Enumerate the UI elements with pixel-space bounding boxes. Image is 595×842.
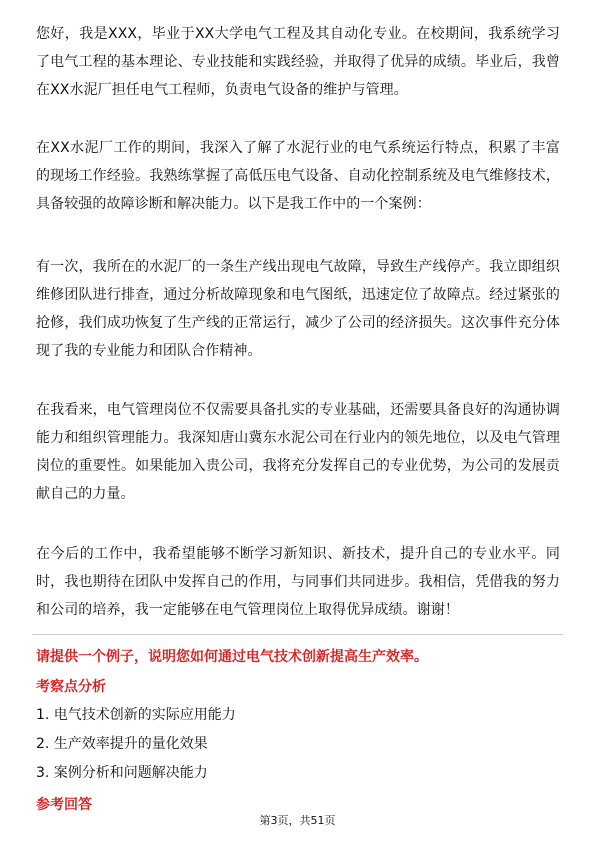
paragraph-case-example: 有一次，我所在的水泥厂的一条生产线出现电气故障，导致生产线停产。我立即组织维修团队进行排查，通过分析故障现象和电气图纸，迅速定位了故障点。经过紧张的抢修，我们成功恢复了生产线的正常运行，减少了公司的经济损失。这次事件充分体现了我的专业能力和团队合作精神。 [36,259,560,359]
paragraph-future-plans: 在今后的工作中，我希望能够不断学习新知识、新技术，提升自己的专业水平。同时，我也期待在团队中发挥自己的作用，与同事们共同进步。我相信，凭借我的努力和公司的培养，我一定能够在电气管理岗位上取得优异成绩。谢谢！ [36,546,560,618]
interview-question: 请提供一个例子，说明您如何通过电气技术创新提高生产效率。 [36,649,428,665]
analysis-point: 1. 电气技术创新的实际应用能力 [36,707,236,723]
analysis-point: 2. 生产效率提升的量化效果 [36,736,208,752]
paragraph-work-experience: 在XX水泥厂工作的期间，我深入了解了水泥行业的电气系统运行特点，积累了丰富的现场工作经验。我熟练掌握了高低压电气设备、自动化控制系统及电气维修技术，具备较强的故障诊断和解决能力。以下是我工作中的一个案例： [36,140,560,212]
reference-answer-heading: 参考回答 [36,797,92,813]
analysis-point: 3. 案例分析和问题解决能力 [36,765,208,781]
paragraph-introduction: 您好，我是XXX，毕业于XX大学电气工程及其自动化专业。在校期间，我系统学习了电气工程的基本理论、专业技能和实践经验，并取得了优异的成绩。毕业后，我曾在XX水泥厂担任电气工程师，负责电气设备的维护与管理。 [36,26,560,98]
section-divider [32,634,563,635]
paragraph-job-understanding: 在我看来，电气管理岗位不仅需要具备扎实的专业基础，还需要具备良好的沟通协调能力和组织管理能力。我深知唐山冀东水泥公司在行业内的领先地位，以及电气管理岗位的重要性。如果能加入贵公司，我将充分发挥自己的专业优势，为公司的发展贡献自己的力量。 [36,402,560,502]
analysis-heading: 考察点分析 [36,679,106,695]
page-number-footer: 第3页，共51页 [259,814,336,827]
